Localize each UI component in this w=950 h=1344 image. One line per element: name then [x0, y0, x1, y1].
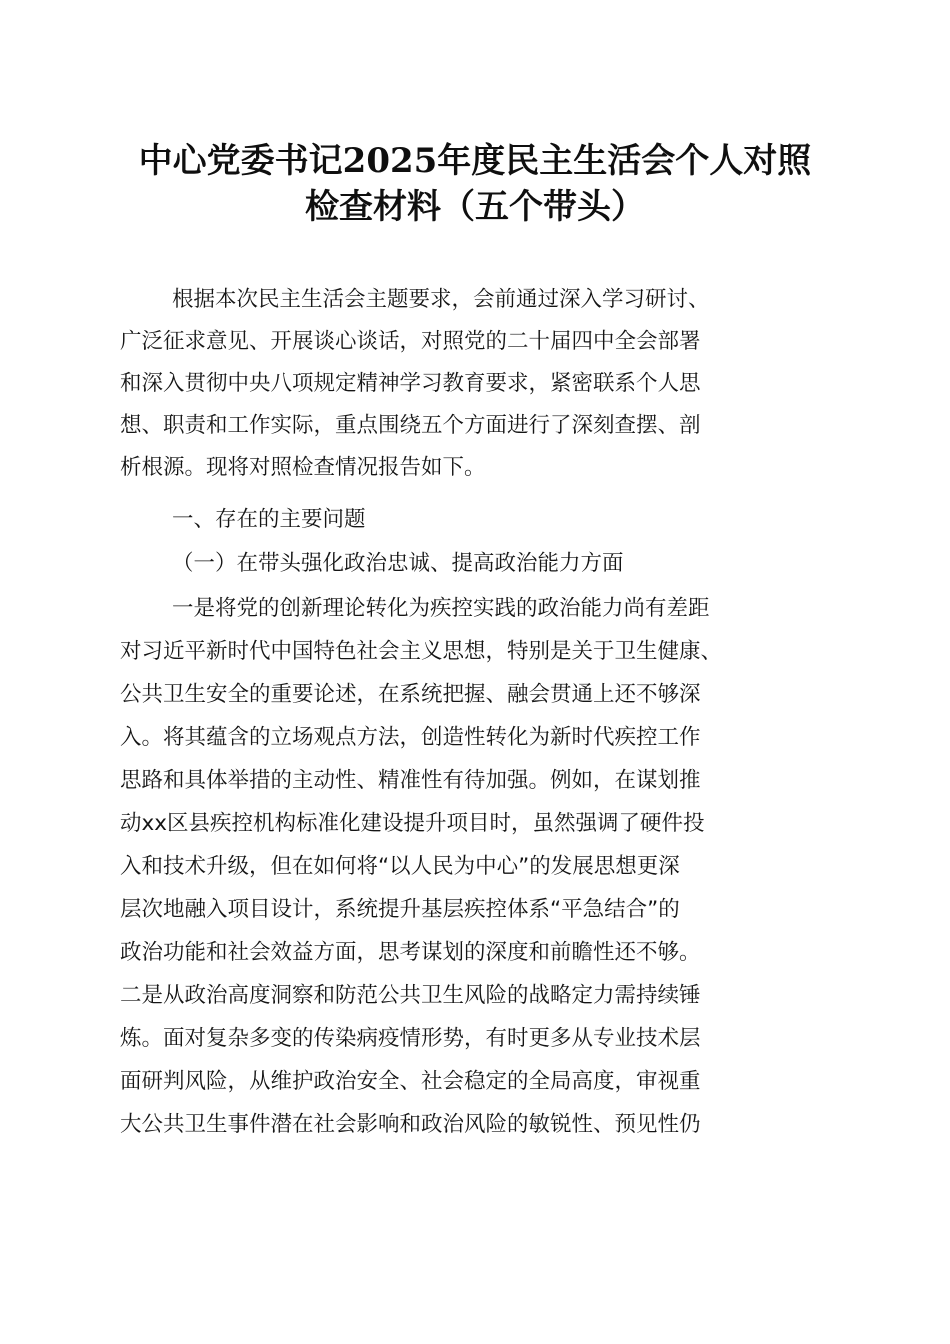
- paragraph-line: 入和技术升级，但在如何将“以人民为中心”的发展思想更深: [120, 854, 680, 879]
- paragraph-line: 一是将党的创新理论转化为疾控实践的政治能力尚有差距: [172, 596, 710, 621]
- section-heading: 一、存在的主要问题: [172, 507, 366, 532]
- paragraph-line: 和深入贯彻中央八项规定精神学习教育要求，紧密联系个人思: [120, 371, 701, 396]
- paragraph-line: 面研判风险，从维护政治安全、社会稳定的全局高度，审视重: [120, 1069, 701, 1094]
- paragraph-line: 炼。面对复杂多变的传染病疫情形势，有时更多从专业技术层: [120, 1026, 701, 1051]
- paragraph-line: 思路和具体举措的主动性、精准性有待加强。例如，在谋划推: [120, 768, 701, 793]
- paragraph-line: 公共卫生安全的重要论述，在系统把握、融会贯通上还不够深: [120, 682, 701, 707]
- paragraph-line: 二是从政治高度洞察和防范公共卫生风险的战略定力需持续锤: [120, 983, 701, 1008]
- paragraph-line: 政治功能和社会效益方面，思考谋划的深度和前瞻性还不够。: [120, 940, 701, 965]
- subsection-heading: （一）在带头强化政治忠诚、提高政治能力方面: [172, 551, 624, 576]
- paragraph-line: 层次地融入项目设计，系统提升基层疾控体系“平急结合”的: [120, 897, 680, 922]
- paragraph-line: 动xx区县疾控机构标准化建设提升项目时，虽然强调了硬件投: [120, 811, 705, 836]
- paragraph-line: 根据本次民主生活会主题要求，会前通过深入学习研讨、: [172, 287, 710, 312]
- document-title-line-2: 检查材料（五个带头）: [305, 187, 645, 227]
- paragraph-line: 大公共卫生事件潜在社会影响和政治风险的敏锐性、预见性仍: [120, 1112, 701, 1137]
- paragraph-line: 析根源。现将对照检查情况报告如下。: [120, 455, 486, 480]
- paragraph-line: 入。将其蕴含的立场观点方法，创造性转化为新时代疾控工作: [120, 725, 701, 750]
- paragraph-line: 对习近平新时代中国特色社会主义思想，特别是关于卫生健康、: [120, 639, 723, 664]
- document-title-line-1: 中心党委书记2025年度民主生活会个人对照: [138, 141, 812, 181]
- paragraph-line: 广泛征求意见、开展谈心谈话，对照党的二十届四中全会部署: [120, 329, 701, 354]
- paragraph-line: 想、职责和工作实际，重点围绕五个方面进行了深刻查摆、剖: [120, 413, 701, 438]
